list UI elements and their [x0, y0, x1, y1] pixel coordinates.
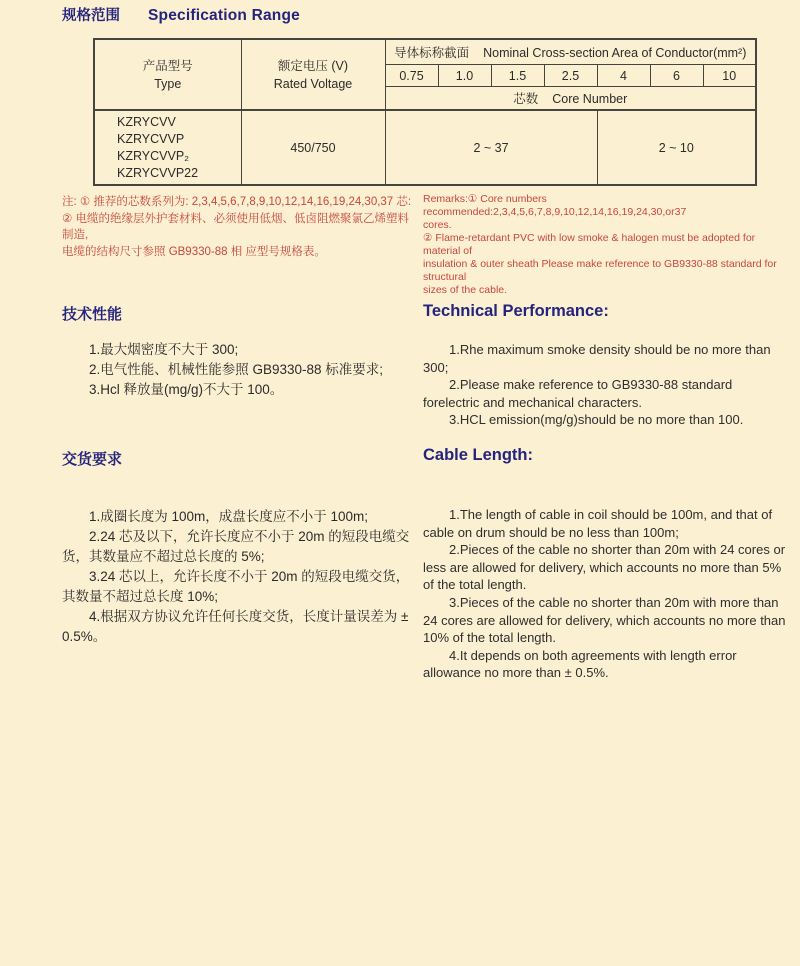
section-heading-cable-length-en: Cable Length:: [423, 446, 533, 464]
delivery-zh-item: 4.根据双方协议允许任何长度交货，长度计量误差为 ± 0.5%。: [62, 609, 409, 644]
core-range-small-cell: 2 ~ 37: [385, 110, 597, 185]
product-type: KZRYCVVP22: [117, 165, 199, 180]
remarks-zh: [62, 194, 420, 260]
remarks-zh-line: ② 电缆的绝缘层外护套材料、必须使用低烟、低卤阻燃聚氯乙烯塑料制造,: [62, 212, 410, 241]
core-number-header-cell: [385, 87, 756, 111]
voltage-header-cell: [241, 39, 385, 110]
product-types-cell: [94, 110, 241, 185]
tech-body-zh: [62, 340, 410, 400]
type-header-cell: [94, 39, 241, 110]
section-heading-tech-zh: 技术性能: [62, 306, 123, 323]
tech-body-en: [423, 341, 785, 429]
page-title-en: Specification Range: [148, 7, 300, 24]
tech-en-item: 3.HCL emission(mg/g)should be no more than 100.: [449, 412, 744, 428]
remarks-en-line: cores.: [423, 219, 452, 231]
page-title: [62, 4, 300, 25]
core-range-large-cell: 2 ~ 10: [597, 110, 756, 185]
size-cell: 4: [597, 65, 650, 87]
conductor-header-zh: 导体标称截面: [394, 46, 470, 60]
size-cell: 6: [650, 65, 703, 87]
section-heading-tech-en: Technical Performance:: [423, 302, 609, 320]
product-type: KZRYCVVP₂: [117, 148, 190, 163]
specification-table: [93, 38, 757, 186]
section-heading-delivery-zh: 交货要求: [62, 451, 123, 468]
tech-zh-item: 3.Hcl 释放量(mg/g)不大于 100。: [89, 382, 284, 397]
conductor-header-en: Nominal Cross-section Area of Conductor(mm²): [483, 46, 747, 60]
size-cell: 2.5: [544, 65, 597, 87]
tech-zh-item: 2.电气性能、机械性能参照 GB9330-88 标准要求;: [89, 362, 384, 377]
tech-zh-item: 1.最大烟密度不大于 300;: [89, 342, 239, 357]
remarks-zh-line: 注: ① 推荐的芯数系列为: 2,3,4,5,6,7,8,9,10,12,14,16,19,24,30,37 芯:: [62, 196, 412, 208]
size-cell: 1.0: [438, 65, 491, 87]
delivery-zh-item: 3.24 芯以上，允许长度不小于 20m 的短段电缆交货，其数量不超过总长度 10%;: [62, 569, 410, 604]
tech-en-item: 1.Rhe maximum smoke density should be no more than 300;: [423, 342, 771, 375]
remarks-zh-line: 电缆的结构尺寸参照 GB9330-88 相 应型号规格表。: [62, 245, 326, 258]
core-header-zh: 芯数: [513, 92, 539, 106]
cable-length-en-item: 2.Pieces of the cable no shorter than 20m with 24 cores or less are allowed for delivery, which accounts no more than 5% of the total length.: [423, 542, 786, 593]
remarks-en-line: Remarks:① Core numbers recommended:2,3,4,5,6,7,8,9,10,12,14,16,19,24,30,or37: [423, 193, 687, 218]
page-title-zh: 规格范围: [62, 8, 120, 24]
type-header-zh: 产品型号: [142, 58, 193, 73]
cable-length-en-item: 3.Pieces of the cable no shorter than 20m with more than 24 cores are allowed for delivery, which accounts no more than 10% of the total length.: [423, 594, 786, 646]
remarks-en-line: sizes of the cable.: [423, 284, 508, 296]
voltage-header-en: Rated Voltage: [273, 76, 353, 91]
conductor-header-cell: [385, 39, 756, 65]
type-header-en: Type: [154, 76, 182, 91]
size-cell: 10: [703, 65, 756, 87]
delivery-zh-item: 1.成圈长度为 100m，成盘长度应不小于 100m;: [89, 509, 369, 524]
product-type: KZRYCVV: [117, 114, 176, 129]
cable-length-en-item: 4.It depends on both agreements with length error allowance no more than ± 0.5%.: [423, 647, 737, 681]
rated-voltage-cell: 450/750: [241, 110, 385, 185]
product-type: KZRYCVVP: [117, 131, 185, 146]
delivery-zh-item: 2.24 芯及以下，允许长度应不小于 20m 的短段电缆交货，其数量应不超过总长度的 5%;: [62, 529, 410, 564]
size-cell: 0.75: [385, 65, 438, 87]
remarks-en: [423, 193, 785, 297]
voltage-header-zh: 额定电压 (V): [277, 58, 349, 73]
delivery-body-zh: [62, 507, 414, 647]
remarks-en-line: insulation & outer sheath Please make reference to GB9330-88 standard for structural: [423, 258, 777, 283]
tech-en-item: 2.Please make reference to GB9330-88 standard forelectric and mechanical characters.: [423, 377, 733, 410]
remarks-en-line: ② Flame-retardant PVC with low smoke & halogen must be adopted for material of: [423, 232, 756, 257]
cable-length-body-en: [423, 506, 787, 682]
cable-length-en-item: 1.The length of cable in coil should be 100m, and that of cable on drum should be no less than 100m;: [423, 507, 773, 540]
core-header-en: Core Number: [552, 92, 628, 106]
size-cell: 1.5: [491, 65, 544, 87]
